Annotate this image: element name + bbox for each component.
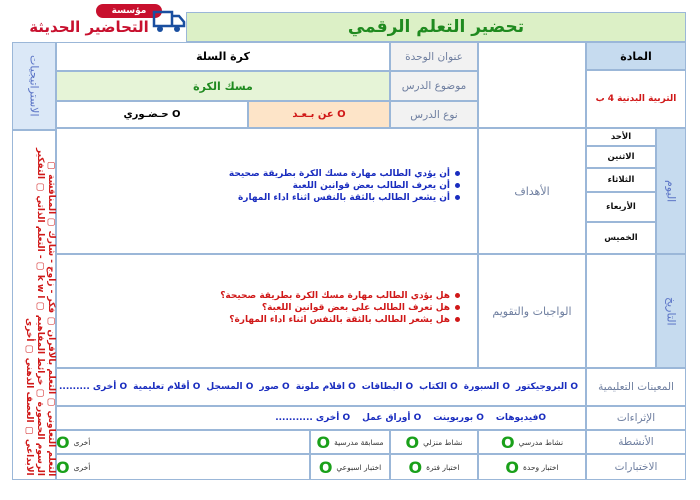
activity-home[interactable]: نشاط منزلي O: [405, 432, 463, 452]
day-monday: الاثنين: [586, 146, 656, 168]
objective-item: أن يؤدي الطالب مهارة مسك الكرة بطريقة صحيحة: [100, 168, 460, 180]
procedure-powerpoint[interactable]: O بوربوينت: [433, 413, 484, 423]
blank-cell: [478, 42, 586, 128]
date-value-cell: [586, 254, 656, 368]
type-inperson[interactable]: حـضـوري O: [56, 101, 248, 128]
lesson-label: موضوع الدرس: [390, 71, 478, 101]
subject-value: التربية البدنية 4 ب: [586, 70, 686, 128]
resource-pens[interactable]: O اقلام ملونة: [295, 382, 356, 392]
assessment-list: [100, 290, 460, 326]
type-label: نوع الدرس: [390, 101, 478, 128]
resources-list: [56, 368, 586, 406]
resource-projector[interactable]: O البروجيكتور: [515, 382, 578, 392]
test-unit[interactable]: اختبار وحدة O: [505, 457, 559, 477]
subject-label: المادة: [586, 42, 686, 70]
resource-other[interactable]: O أخرى .........: [58, 382, 128, 392]
resources-label: المعينات التعليمية: [586, 368, 686, 406]
activity-school[interactable]: نشاط مدرسي O: [500, 432, 564, 452]
day-wednesday: الأربعاء: [586, 192, 656, 222]
procedures-label: الإثراءات: [586, 406, 686, 430]
procedure-worksheets[interactable]: O أوراق عمل: [362, 413, 422, 423]
objectives-label: الأهداف: [478, 128, 586, 254]
day-tuesday: الثلاثاء: [586, 168, 656, 192]
resource-cards[interactable]: O البطاقات: [361, 382, 414, 392]
test-other[interactable]: أخرى O: [56, 457, 91, 477]
day-label: اليوم: [664, 179, 678, 203]
day-thursday: الخميس: [586, 222, 656, 254]
objective-item: أن يعرف الطالب بعض قوانين اللعبة: [100, 180, 460, 192]
title-bar: [186, 12, 686, 42]
procedure-videos[interactable]: Oفيديوهات: [495, 413, 546, 423]
resource-recorder[interactable]: O المسجل: [206, 382, 254, 392]
resource-board[interactable]: O السبورة: [463, 382, 510, 392]
assessment-item: هل يؤدي الطالب مهارة مسك الكرة بطريقة صحيحة؟: [100, 290, 460, 302]
activities-label: الأنشطة: [586, 430, 686, 454]
type-remote[interactable]: عن بـعـد O: [248, 101, 390, 128]
resource-markers[interactable]: O أقلام تعليمية: [133, 382, 201, 392]
assessment-label: الواجبات والتقويم: [478, 254, 586, 368]
unit-label: عنوان الوحدة: [390, 42, 478, 71]
activity-competition[interactable]: مسابقة مدرسية O: [316, 432, 384, 452]
date-label-cell: [656, 254, 686, 368]
assessment-item: هل تعرف الطالب على بعض قوانين اللعبة؟: [100, 302, 460, 314]
logo-line1: مؤسسة: [111, 6, 147, 16]
objective-item: أن يشعر الطالب بالثقة بالنفس اثناء اداء المهارة: [100, 192, 460, 204]
tests-label: الاختبارات: [586, 454, 686, 480]
lesson-value: مسك الكرة: [56, 71, 390, 101]
test-term[interactable]: اختبار فترة O: [408, 457, 460, 477]
strategies-label: الاستراتيجيات: [27, 55, 41, 117]
date-label: التاريخ: [664, 296, 678, 326]
assessment-item: هل يشعر الطالب بالثقة بالنفس اثناء اداء المهارة؟: [100, 314, 460, 326]
procedure-other[interactable]: O أخرى ...........: [275, 413, 351, 423]
test-weekly[interactable]: اختبار اسبوعي O: [318, 457, 382, 477]
truck-icon: [150, 6, 186, 36]
objectives-list: [100, 168, 460, 204]
logo-line2: التحاضير الحديثة: [29, 18, 149, 36]
activity-other[interactable]: أخرى O: [56, 432, 91, 452]
page-title: تحضير التعلم الرقمي: [347, 17, 525, 37]
day-sunday: الأحد: [586, 128, 656, 146]
logo: [4, 2, 186, 46]
procedures-list: [56, 406, 586, 430]
strategies-list: التعلم التعاوني ▢ التعلم بالأقران ▢ فكر - زاوج - شارك ▢ المناقشة ▢ الرسوم الحصورة ▢ خرائط المفاهيم ▢ k w l ▢ - التعلم الذاتي ▢ التفكير الابداعي ▢ العصف الذهني ▢ أخرى: [24, 148, 56, 476]
resource-images[interactable]: O صور: [259, 382, 290, 392]
resource-book[interactable]: O الكتاب: [419, 382, 458, 392]
unit-value: كرة السلة: [56, 42, 390, 71]
day-label-cell: [656, 128, 686, 254]
